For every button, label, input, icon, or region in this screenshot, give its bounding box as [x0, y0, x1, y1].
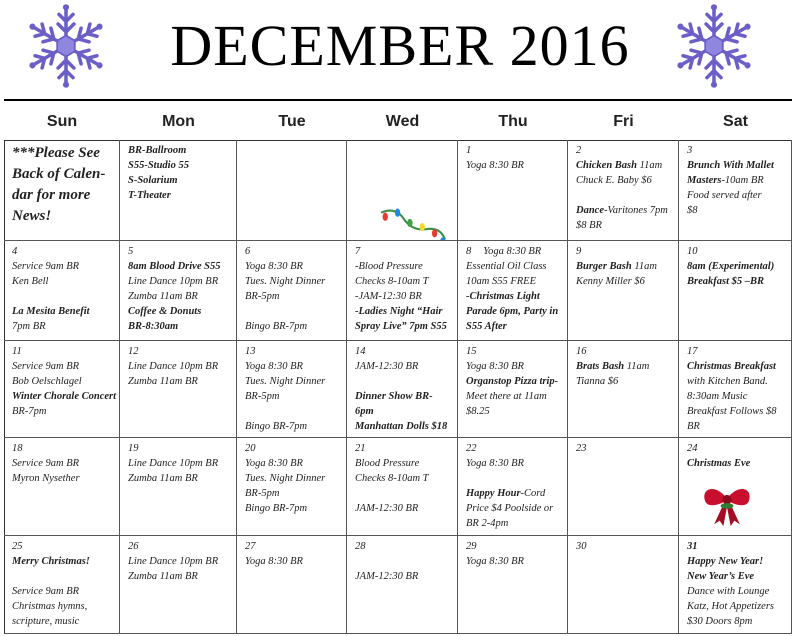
weekday-label: Thu [498, 113, 528, 130]
event-line: with Kitchen Band. [687, 376, 768, 387]
christmas-lights-icon [377, 204, 449, 241]
event-line: Bingo BR-7pm [245, 421, 308, 432]
day-cell [458, 140, 568, 241]
event-line: Christmas Eve [687, 458, 751, 469]
event-line: Yoga 8:30 BR [466, 556, 524, 567]
day-cell [347, 140, 458, 241]
event-line: Service 9am BR [12, 458, 80, 469]
day-cell [237, 241, 347, 341]
event-line: Dance-Varitones 7pm [576, 205, 668, 216]
event-line: Yoga 8:30 BR [466, 160, 524, 171]
event-line: Parade 6pm, Party in [466, 306, 559, 317]
event-line: Zumba 11am BR [128, 376, 198, 387]
day-cell [347, 536, 458, 634]
event-line: Checks 8-10am T [355, 473, 429, 484]
event-line: Brats Bash 11am [576, 361, 650, 372]
day-number: 9 [576, 246, 582, 257]
event-line: Yoga 8:30 BR [245, 261, 303, 272]
day-number: 23 [576, 443, 587, 454]
event-line: 6pm [355, 406, 374, 417]
calendar-grid [4, 140, 792, 634]
day-number: 11 [12, 346, 22, 357]
event-line: ***Please See [12, 145, 100, 161]
event-line: $8.25 [466, 406, 490, 417]
event-line: Tianna $6 [576, 376, 619, 387]
event-line: -JAM-12:30 BR [355, 291, 422, 302]
day-cell [458, 241, 568, 341]
event-line: S55 After [466, 321, 507, 332]
event-line: Katz, Hot Appetizers [687, 601, 775, 612]
event-line: Yoga 8:30 BR [245, 458, 303, 469]
calendar-header [0, 0, 800, 98]
day-cell [4, 536, 120, 634]
event-line: dar for more [12, 187, 91, 203]
day-cell [568, 438, 679, 536]
day-number: 7 [355, 246, 361, 257]
event-line: JAM-12:30 BR [355, 571, 419, 582]
day-number: 22 [466, 443, 477, 454]
weekday-label: Sun [46, 113, 78, 130]
event-line: Service 9am BR [12, 361, 80, 372]
calendar-title: DECEMBER 2016 [170, 13, 630, 78]
event-line: 10am S55 FREE [466, 276, 536, 287]
day-number: 26 [128, 541, 139, 552]
event-line: Christmas Breakfast [687, 361, 776, 372]
day-number: 13 [245, 346, 256, 357]
event-line: 8:30am Music [687, 391, 748, 402]
event-line: 7pm BR [12, 321, 46, 332]
event-line: $30 Doors 8pm [687, 616, 753, 627]
line-spacer [245, 404, 342, 419]
day-number: 2 [576, 145, 582, 156]
event-line: -Ladies Night “Hair [355, 306, 443, 317]
day-number: 16 [576, 346, 587, 357]
snowflake-icon [670, 2, 758, 90]
event-line: Winter Chorale Concert [12, 391, 117, 402]
event-line: Bob Oelschlagel [12, 376, 82, 387]
day-number: 3 [687, 145, 693, 156]
event-line: Line Dance 10pm BR [128, 556, 219, 567]
day-cell [120, 241, 237, 341]
event-line: BR-8:30am [128, 321, 179, 332]
event-line: Dinner Show BR- [355, 391, 433, 402]
day-cell [347, 341, 458, 438]
event-line: Happy New Year! [687, 556, 764, 567]
day-cell [679, 536, 792, 634]
line-spacer [355, 374, 453, 389]
day-cell [568, 140, 679, 241]
day-cell [4, 341, 120, 438]
event-line: Checks 8-10am T [355, 276, 429, 287]
day-cell [120, 536, 237, 634]
day-number: 20 [245, 443, 256, 454]
event-line: Tues. Night Dinner [245, 473, 326, 484]
event-line: Breakfast $5 –BR [687, 276, 765, 287]
day-cell [679, 241, 792, 341]
event-line: 8am Blood Drive S55 [128, 261, 221, 272]
event-line: Christmas hymns, [12, 601, 88, 612]
event-line: New Year’s Eve [687, 571, 755, 582]
day-cell [237, 341, 347, 438]
day-number: 14 [355, 346, 366, 357]
event-line: BR 2-4pm [466, 518, 509, 529]
event-line: La Mesita Benefit [12, 306, 90, 317]
event-line: Coffee & Donuts [128, 306, 202, 317]
event-line: Line Dance 10pm BR [128, 361, 219, 372]
event-line: Tues. Night Dinner [245, 276, 326, 287]
event-line: Chicken Bash 11am [576, 160, 663, 171]
day-cell [458, 341, 568, 438]
event-line: Back of Calen- [12, 166, 106, 182]
weekday-label: Wed [385, 113, 420, 130]
event-line: Zumba 11am BR [128, 571, 198, 582]
day-cell [568, 241, 679, 341]
event-line: Chuck E. Baby $6 [576, 175, 652, 186]
line-spacer [355, 554, 453, 569]
event-line: Blood Pressure [355, 458, 420, 469]
event-line: 8am (Experimental) [687, 261, 775, 272]
day-number: 28 [355, 541, 366, 552]
day-number: 25 [12, 541, 23, 552]
day-cell [120, 140, 237, 241]
event-line: Zumba 11am BR [128, 291, 198, 302]
event-line: BR-5pm [245, 291, 280, 302]
day-cell [679, 140, 792, 241]
line-spacer [245, 304, 342, 319]
day-cell [679, 438, 792, 536]
weekday-label: Tue [278, 113, 306, 130]
day-cell [347, 241, 458, 341]
event-line: Ken Bell [12, 276, 49, 287]
event-line: Manhattan Dolls $18 [355, 421, 448, 432]
day-number: 19 [128, 443, 139, 454]
event-line: S-Solarium [128, 175, 178, 186]
day-cell [568, 536, 679, 634]
day-cell [347, 438, 458, 536]
day-number: 10 [687, 246, 698, 257]
event-line: BR-Ballroom [128, 145, 187, 156]
event-line: Yoga 8:30 BR [245, 361, 303, 372]
day-number: 17 [687, 346, 698, 357]
day-cell [120, 341, 237, 438]
line-spacer [466, 471, 563, 486]
event-line: BR-5pm [245, 488, 280, 499]
day-number: 21 [355, 443, 366, 454]
day-number: 4 [12, 246, 18, 257]
event-line: Line Dance 10pm BR [128, 458, 219, 469]
event-line: Yoga 8:30 BR [245, 556, 303, 567]
event-line: Spray Live” 7pm S55 [355, 321, 447, 332]
day-cell [568, 341, 679, 438]
event-line: $8 BR [576, 220, 602, 231]
event-line: JAM-12:30 BR [355, 503, 419, 514]
line-spacer [576, 188, 674, 203]
weekday-header-row [4, 104, 792, 140]
day-number: 29 [466, 541, 477, 552]
event-line: Brunch With Mallet [687, 160, 774, 171]
day-cell [237, 536, 347, 634]
day-cell [237, 438, 347, 536]
event-line: Merry Christmas! [12, 556, 90, 567]
day-number: 24 [687, 443, 698, 454]
day-number: 30 [576, 541, 587, 552]
event-line: Organstop Pizza trip- [466, 376, 559, 387]
event-line: Breakfast Follows $8 [687, 406, 777, 417]
day-cell [458, 536, 568, 634]
weekday-label: Fri [613, 113, 634, 130]
weekday-label: Mon [162, 113, 195, 130]
line-spacer [12, 289, 115, 304]
event-line: BR-7pm [12, 406, 47, 417]
day-cell [4, 140, 120, 241]
day-number: 27 [245, 541, 256, 552]
day-number: 31 [687, 541, 698, 552]
day-number: 12 [128, 346, 139, 357]
event-line: JAM-12:30 BR [355, 361, 419, 372]
event-line: $8 [687, 205, 698, 216]
event-line: T-Theater [128, 190, 171, 201]
event-line: Bingo BR-7pm [245, 503, 308, 514]
line-spacer [355, 486, 453, 501]
event-line: Price $4 Poolside or [466, 503, 554, 514]
event-line: Burger Bash 11am [576, 261, 657, 272]
day-number: 8 Yoga 8:30 BR [466, 246, 542, 257]
event-line: Service 9am BR [12, 586, 80, 597]
event-line: Essential Oil Class [466, 261, 547, 272]
event-line: Kenny Miller $6 [576, 276, 645, 287]
event-line: -Christmas Light [466, 291, 540, 302]
event-line: scripture, music [12, 616, 80, 627]
day-number: 5 [128, 246, 134, 257]
day-cell [679, 341, 792, 438]
red-bow-icon [699, 482, 755, 528]
day-cell [4, 438, 120, 536]
day-cell [120, 438, 237, 536]
event-line: Yoga 8:30 BR [483, 246, 542, 257]
event-line: Yoga 8:30 BR [466, 361, 524, 372]
day-cell [237, 140, 347, 241]
event-line: Myron Nysethеr [12, 473, 80, 484]
event-line: Dance with Lounge [687, 586, 770, 597]
day-number: 6 [245, 246, 251, 257]
day-number: 15 [466, 346, 477, 357]
event-line: -Blood Pressure [355, 261, 423, 272]
header-divider [4, 99, 792, 101]
event-line: Meet there at 11am [466, 391, 547, 402]
day-cell [458, 438, 568, 536]
event-line: News! [12, 208, 52, 224]
event-line: BR [687, 421, 700, 432]
day-cell [4, 241, 120, 341]
weekday-label: Sat [723, 113, 748, 130]
event-line: Bingo BR-7pm [245, 321, 308, 332]
day-number: 18 [12, 443, 23, 454]
event-line: Food served after [687, 190, 762, 201]
event-line: Yoga 8:30 BR [466, 458, 524, 469]
event-line: Happy Hour-Cord [466, 488, 546, 499]
event-line: Line Dance 10pm BR [128, 276, 219, 287]
event-line: Masters-10am BR [687, 175, 764, 186]
line-spacer [12, 569, 115, 584]
event-line: Tues. Night Dinner [245, 376, 326, 387]
event-line: BR-5pm [245, 391, 280, 402]
day-number: 1 [466, 145, 472, 156]
event-line: S55-Studio 55 [128, 160, 189, 171]
event-line: Service 9am BR [12, 261, 80, 272]
event-line: Zumba 11am BR [128, 473, 198, 484]
